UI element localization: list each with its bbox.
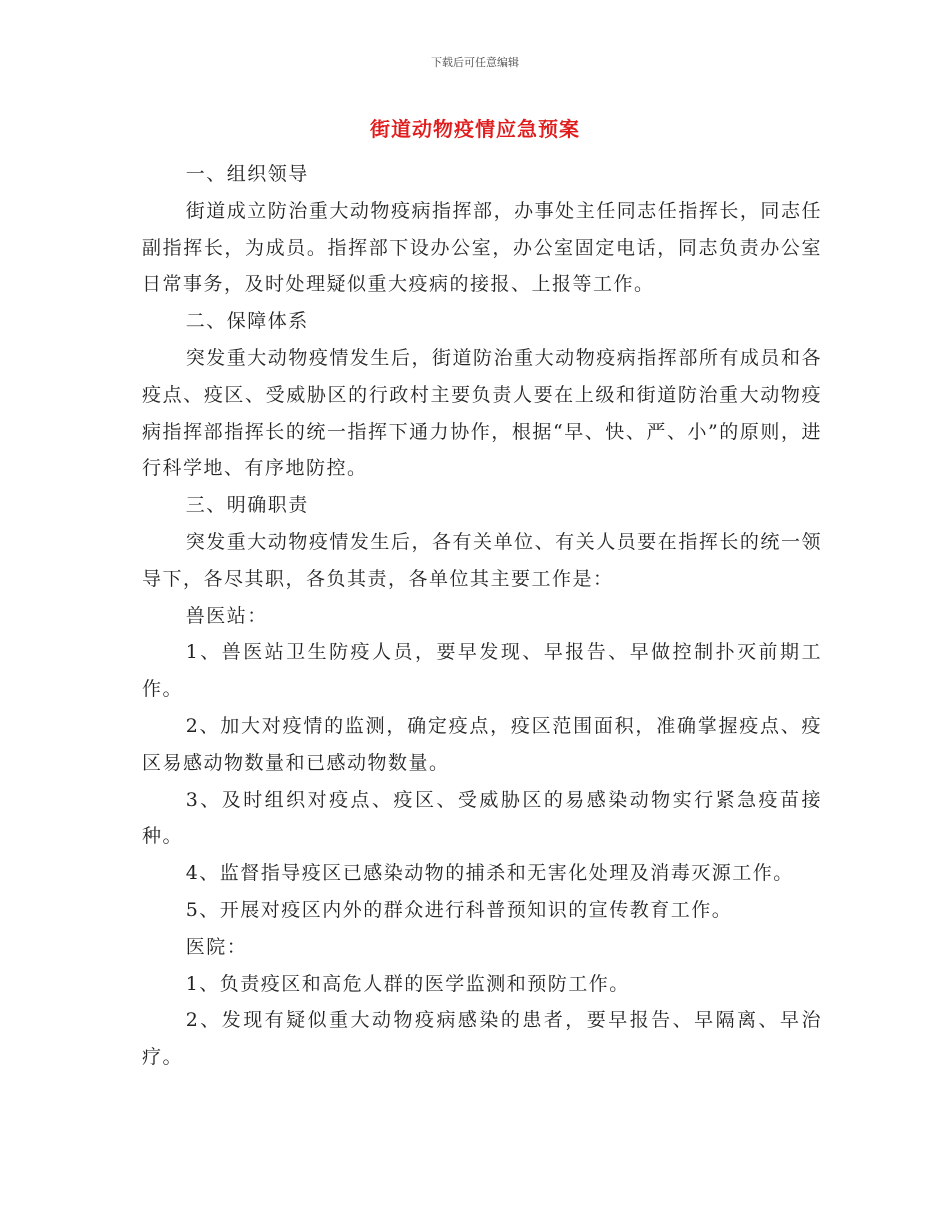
subheading-hospital: 医院： xyxy=(185,935,248,958)
document-body xyxy=(142,156,822,1076)
list-item: 1、兽医站卫生防疫人员，要早发现、早报告、早做控制扑灭前期工作。 xyxy=(142,641,822,701)
list-item: 4、监督指导疫区已感染动物的捕杀和无害化处理及消毒灭源工作。 xyxy=(185,862,794,885)
list-item: 2、加大对疫情的监测，确定疫点，疫区范围面积，准确掌握疫点、疫区易感动物数量和已感动物数量。 xyxy=(142,714,822,774)
header-note: 下载后可任意编辑 xyxy=(431,56,519,69)
document-title: 街道动物疫情应急预案 xyxy=(370,117,580,141)
paragraph-responsibilities: 突发重大动物疫情发生后，各有关单位、有关人员要在指挥长的统一领导下，各尽其职，各负其责，各单位其主要工作是： xyxy=(142,530,822,590)
section-heading-organization: 一、组织领导 xyxy=(185,163,309,185)
paragraph-organization: 街道成立防治重大动物疫病指挥部，办事处主任同志任指挥长，同志任副指挥长，为成员。指挥部下设办公室，办公室固定电话，同志负责办公室日常事务，及时处理疑似重大疫病的接报、上报等工作。 xyxy=(142,199,822,296)
list-item: 2、发现有疑似重大动物疫病感染的患者，要早报告、早隔离、早治疗。 xyxy=(142,1009,822,1069)
subheading-vet-station: 兽医站： xyxy=(185,604,268,627)
section-heading-responsibilities: 三、明确职责 xyxy=(185,494,309,517)
paragraph-support-system: 突发重大动物疫情发生后，街道防治重大动物疫病指挥部所有成员和各疫点、疫区、受威胁区的行政村主要负责人要在上级和街道防治重大动物疫病指挥部指挥长的统一指挥下通力协作，根据“早、快、严、小”的原则，进行科学地、有序地防控。 xyxy=(142,346,822,480)
list-item: 3、及时组织对疫点、疫区、受威胁区的易感染动物实行紧急疫苗接种。 xyxy=(142,788,822,848)
list-item: 5、开展对疫区内外的群众进行科普预知识的宣传教育工作。 xyxy=(185,898,733,921)
list-item: 1、负责疫区和高危人群的医学监测和预防工作。 xyxy=(185,972,630,995)
section-heading-support-system: 二、保障体系 xyxy=(185,310,309,333)
